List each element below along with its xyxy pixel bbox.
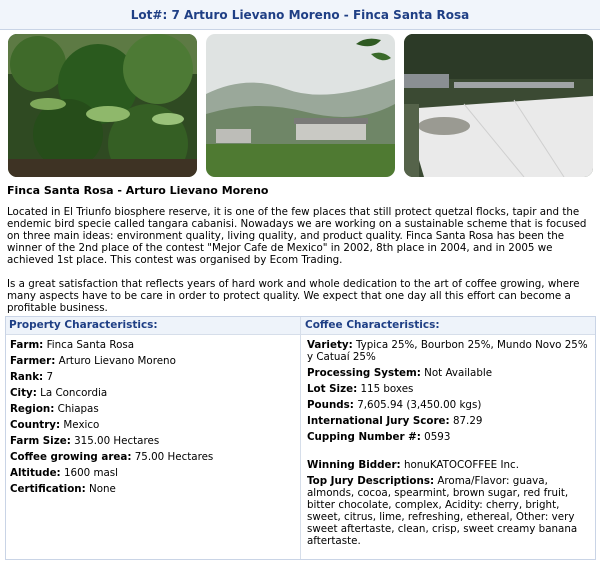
coffee-list	[301, 335, 595, 559]
property-farm-size: Farm Size: 315.00 Hectares	[10, 435, 160, 447]
photo-strip	[0, 30, 600, 178]
property-growing-area: Coffee growing area: 75.00 Hectares	[10, 451, 214, 463]
coffee-plants-photo	[8, 34, 197, 177]
property-farmer: Farmer: Arturo Lievano Moreno	[10, 355, 176, 367]
property-altitude: Altitude: 1600 masl	[10, 467, 119, 479]
misty-farm-buildings-photo	[206, 34, 395, 177]
property-heading: Property Characteristics:	[6, 317, 301, 334]
property-certification: Certification: None	[10, 483, 116, 495]
property-region: Region: Chiapas	[10, 403, 99, 415]
lot-title: Lot#: 7 Arturo Lievano Moreno - Finca Santa Rosa	[0, 0, 600, 30]
coffee-pounds: Pounds: 7,605.94 (3,450.00 kgs)	[307, 399, 482, 411]
property-country: Country: Mexico	[10, 419, 100, 431]
property-city: City: La Concordia	[10, 387, 108, 399]
description-paragraph-2: Is a great satisfaction that reflects years of hard work and whole dedication to the art of coffee growing, where many aspects have to be care in order to protect quality. We expect that one day all this effort can become a profitable business.	[7, 278, 580, 314]
characteristics-table	[5, 316, 596, 560]
property-list	[6, 335, 301, 559]
coffee-jury-score: International Jury Score: 87.29	[307, 415, 483, 427]
coffee-processing: Processing System: Not Available	[307, 367, 493, 379]
drying-patio-photo	[404, 34, 593, 177]
property-rank: Rank: 7	[10, 371, 54, 383]
farm-heading: Finca Santa Rosa - Arturo Lievano Moreno	[7, 184, 269, 197]
description-paragraph-1: Located in El Triunfo biosphere reserve, it is one of the few places that still protect quetzal flocks, tapir and the endemic bird specie called tangara cabanisi. Nowadays we are working on a sustainable scheme that is focused on three main ideas: environment quality, living quality, and product quality. Finca Santa Rosa has been the winner of the 2nd place of the contest "Mejor Cafe de Mexico" in 2002, 8th place in 2004, and in 2005 we achieved 1st place. This contest was organised by Ecom Trading.	[7, 206, 587, 266]
coffee-cupping-number: Cupping Number #: 0593	[307, 431, 451, 443]
property-farm: Farm: Finca Santa Rosa	[10, 339, 135, 351]
coffee-lot-size: Lot Size: 115 boxes	[307, 383, 414, 395]
characteristics-header	[6, 317, 595, 335]
coffee-jury-descriptions: Top Jury Descriptions: Aroma/Flavor: guava, almonds, cocoa, spearmint, brown sugar, red fruit, bitter chocolate, complex, Acidity: cherry, bright, sweet, citrus, lime, refreshing, ethereal, Other: very sweet aftertaste, clean, crisp, sweet creamy banana aftertaste.	[307, 475, 578, 547]
coffee-heading: Coffee Characteristics:	[305, 319, 440, 331]
coffee-variety: Variety: Typica 25%, Bourbon 25%, Mundo Novo 25% y Catuaí 25%	[307, 339, 588, 363]
coffee-winning-bidder: Winning Bidder: honuKATOCOFFEE Inc.	[307, 459, 519, 471]
farm-description	[0, 199, 600, 314]
